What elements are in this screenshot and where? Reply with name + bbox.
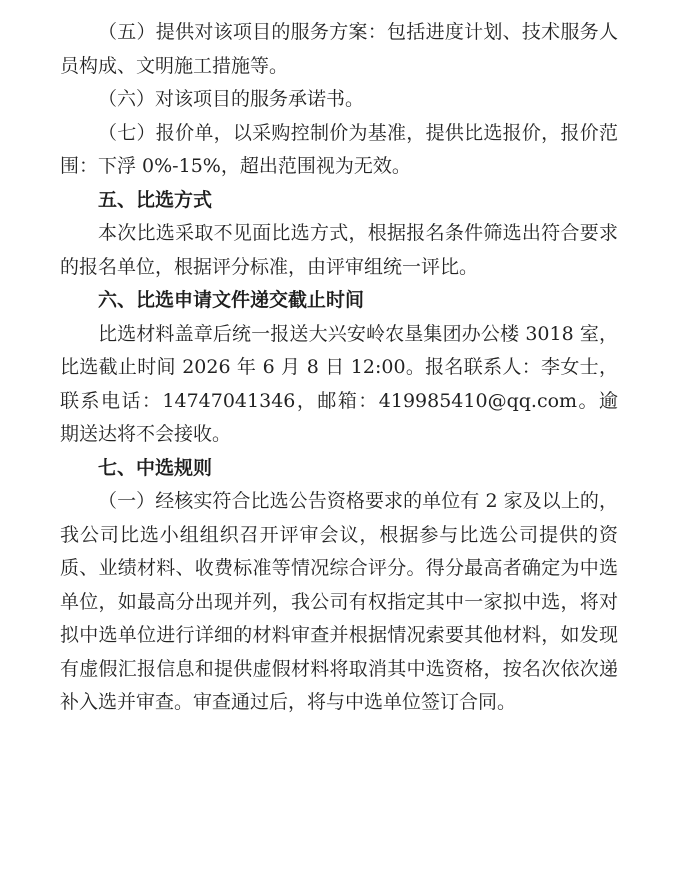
section-seven-heading: 七、中选规则 bbox=[98, 456, 213, 479]
section-five-heading: 五、比选方式 bbox=[98, 188, 213, 211]
section-six-heading: 六、比选申请文件递交截止时间 bbox=[98, 289, 365, 311]
item-six: （六）对该项目的服务承诺书。 bbox=[98, 88, 365, 110]
section-seven-rule-one: （一）经核实符合比选公告资格要求的单位有 2 家及以上的，我公司比选小组组织召开评审会议，根据参与比选公司提供的资质、业绩材料、收费标准等情况综合评分。得分最高者确定为中选单位，如最高分出现并列，我公司有权指定其中一家拟中选，将对拟中选单位进行详细的材料审查并根据情况索要其他材料，如发现有虚假汇报信息和提供虚假材料将取消其中选资格，按名次依次递补入选并审查。审查通过后，将与中选单位签订合同。 bbox=[60, 490, 618, 713]
section-five-body: 本次比选采取不见面比选方式，根据报名条件筛选出符合要求的报名单位，根据评分标准，由评审组统一评比。 bbox=[60, 222, 618, 278]
item-seven: （七）报价单，以采购控制价为基准，提供比选报价，报价范围：下浮 0%-15%，超出范围视为无效。 bbox=[60, 121, 618, 177]
item-five: （五）提供对该项目的服务方案：包括进度计划、技术服务人员构成、文明施工措施等。 bbox=[60, 21, 618, 77]
section-six-body: 比选材料盖章后统一报送大兴安岭农垦集团办公楼 3018 室，比选截止时间 2026 年 6 月 8 日 12:00。报名联系人：李女士，联系电话：14747041346，邮箱：419985410@qq.com。逾期送达将不会接收。 bbox=[60, 322, 618, 445]
